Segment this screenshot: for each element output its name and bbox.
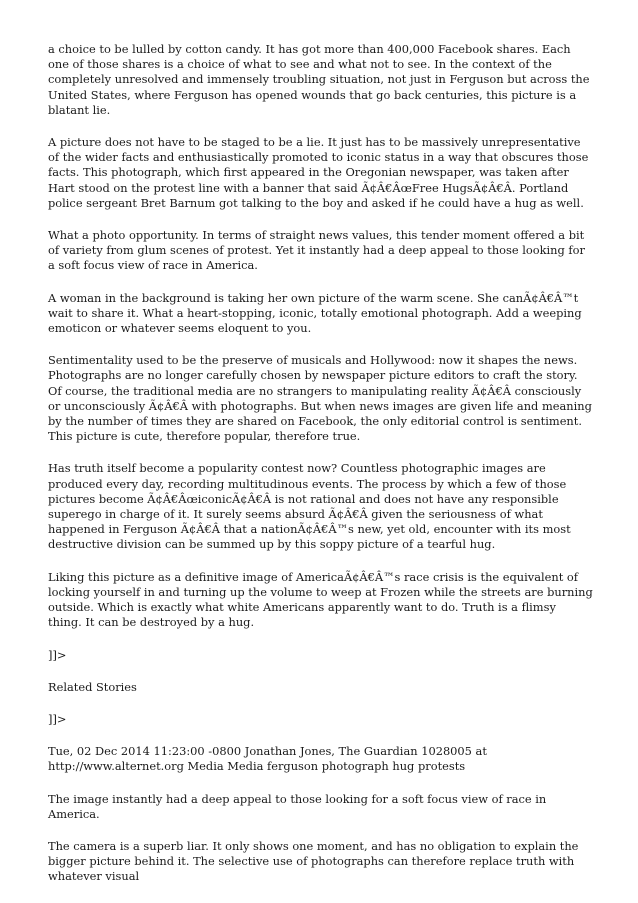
paragraph: Has truth itself become a popularity contest now? Countless photographic images are produced every day, recording multitudinous events. The process by which a few of those pictures become Ã¢Â€ÂœiconicÃ¢Â€Â is not rational and does not have any responsible superego in charge of it. It surely seems absurd Ã¢Â€Â given the seriousness of what happened in Ferguson Ã¢Â€Â that a nationÃ¢Â€Â™s new, yet old, encounter with its most destructive division can be summed up by this soppy picture of a tearful hug.	[48, 461, 571, 552]
cdata-marker: ]]>	[48, 711, 67, 726]
paragraph: Sentimentality used to be the preserve of musicals and Hollywood: now it shapes the news. Photographs are no longer carefully chosen by newspaper picture editors to craft the story. Of course, the traditional media are no strangers to manipulating reality Ã¢Â€Â consciously or unconsciously Ã¢Â€Â with photographs. But when news images are given life and meaning by the number of times they are shared on Facebook, the only editorial control is sentiment. This picture is cute, therefore popular, therefore true.	[48, 353, 592, 444]
article-summary: The image instantly had a deep appeal to those looking for a soft focus view of race in America.	[48, 791, 547, 821]
paragraph: What a photo opportunity. In terms of straight news values, this tender moment offered a bit of variety from glum scenes of protest. Yet it instantly had a deep appeal to those looking for a soft focus view of race in America.	[48, 228, 585, 273]
paragraph: A woman in the background is taking her own picture of the warm scene. She canÃ¢Â€Â™t wait to share it. What a heart-stopping, iconic, totally emotional photograph. Add a weeping emoticon or whatever seems eloquent to you.	[48, 290, 582, 336]
paragraph: a choice to be lulled by cotton candy. It has got more than 400,000 Facebook shares. Each one of those shares is a choice of what to see and what not to see. In the context of the completely unresolved and immensely troubling situation, not just in Ferguson but across the United States, where Ferguson has opened wounds that go back centuries, this picture is a blatant lie.	[48, 42, 590, 117]
related-stories-heading: Related Stories	[48, 679, 137, 694]
cdata-marker: ]]>	[48, 647, 67, 662]
document-body	[48, 42, 593, 902]
paragraph: The camera is a superb liar. It only shows one moment, and has no obligation to explain the bigger picture behind it. The selective use of photographs can therefore replace truth with whatever visual	[48, 838, 579, 884]
paragraph: A picture does not have to be staged to be a lie. It just has to be massively unrepresentative of the wider facts and enthusiastically promoted to iconic status in a way that obscures those facts. This photograph, which first appeared in the Oregonian newspaper, was taken after Hart stood on the protest line with a banner that said Ã¢Â€ÂœFree HugsÃ¢Â€Â. Portland police sergeant Bret Barnum got talking to the boy and asked if he could have a hug as well.	[48, 135, 589, 210]
paragraph: Liking this picture as a definitive image of AmericaÃ¢Â€Â™s race crisis is the equivalent of locking yourself in and turning up the volume to weep at Frozen while the streets are burning outside. Which is exactly what white Americans apparently want to do. Truth is a flimsy thing. It can be destroyed by a hug.	[48, 569, 593, 630]
article-meta: Tue, 02 Dec 2014 11:23:00 -0800 Jonathan Jones, The Guardian 1028005 at http://www.alternet.org Media Media ferguson photograph hug protests	[48, 744, 487, 774]
